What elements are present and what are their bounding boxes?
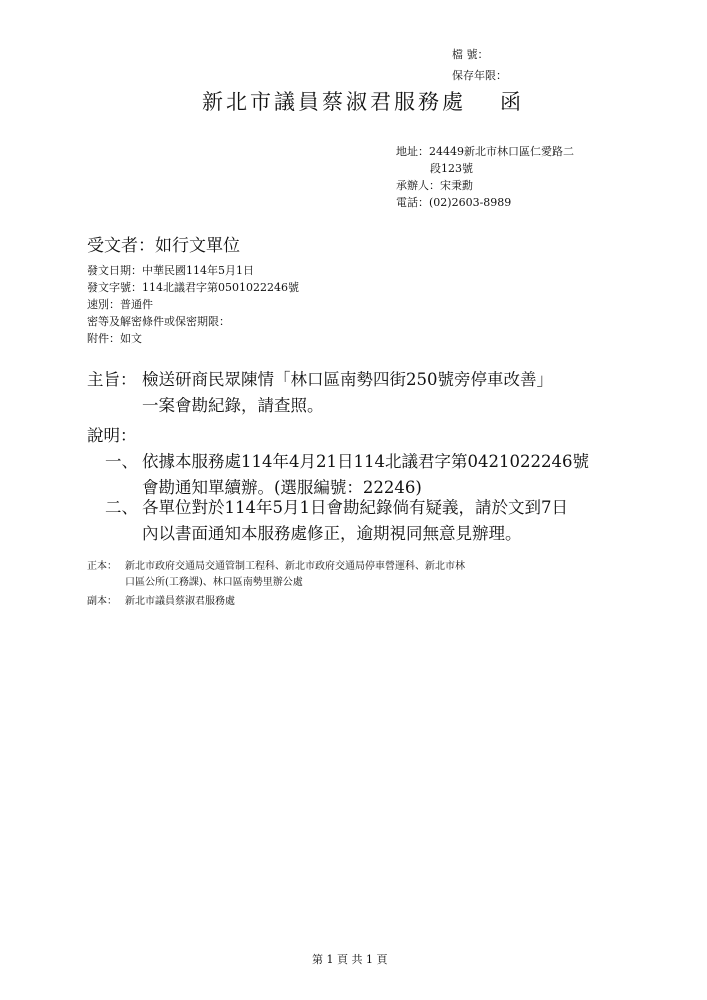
page-footer: 第 1 頁 共 1 頁 (312, 953, 388, 966)
phone: 電話：(02)2603-8989 (396, 196, 512, 209)
cc-copy-label: 副本： (87, 596, 117, 607)
explain-item (105, 495, 568, 547)
item-number: 一、 (105, 452, 138, 471)
subject-label: 主旨： (87, 370, 137, 389)
cc-copy (87, 594, 235, 610)
handler: 承辦人：宋秉勳 (396, 179, 473, 192)
attachment: 附件：如文 (87, 332, 142, 345)
retention-label: 保存年限： (452, 69, 507, 82)
send-no: 發文字號：114北議君字第0501022246號 (87, 281, 299, 294)
subject-line1: 檢送研商民眾陳情「林口區南勢四街250號旁停車改善」 (142, 370, 553, 389)
agency-name: 新北市議員蔡淑君服務處 (202, 90, 466, 114)
item-line2: 內以書面通知本服務處修正，逾期視同無意見辦理。 (142, 524, 522, 543)
secret: 密等及解密條件或保密期限： (87, 315, 230, 328)
cc-main (87, 559, 465, 591)
item-number: 二、 (105, 498, 138, 517)
send-date: 發文日期：中華民國114年5月1日 (87, 264, 254, 277)
item-line1: 依據本服務處114年4月21日114北議君字第0421022246號 (142, 452, 589, 471)
cc-copy-value: 新北市議員蔡淑君服務處 (125, 596, 235, 607)
cc-main-label: 正本： (87, 561, 117, 572)
item-line1: 各單位對於114年5月1日會勘紀錄倘有疑義，請於文到7日 (142, 498, 568, 517)
address-line1: 地址：24449新北市林口區仁愛路二 (396, 145, 574, 158)
address-line2: 段123號 (430, 162, 473, 175)
file-no-label: 檔 號： (452, 48, 489, 61)
doc-title (202, 86, 524, 116)
explain-label: 說明： (87, 426, 137, 445)
cc-main-line2: 口區公所(工務課)、林口區南勢里辦公處 (125, 577, 303, 588)
explain-item (105, 449, 589, 501)
doc-type: 函 (500, 90, 524, 114)
subject-line2: 一案會勘紀錄，請查照。 (142, 396, 324, 415)
item-line2: 會勘通知單續辦。(選服編號：22246) (142, 478, 422, 497)
speed: 速別：普通件 (87, 298, 153, 311)
recipient: 受文者：如行文單位 (87, 236, 240, 256)
cc-main-line1: 新北市政府交通局交通管制工程科、新北市政府交通局停車營運科、新北市林 (125, 561, 465, 572)
subject (87, 367, 553, 419)
